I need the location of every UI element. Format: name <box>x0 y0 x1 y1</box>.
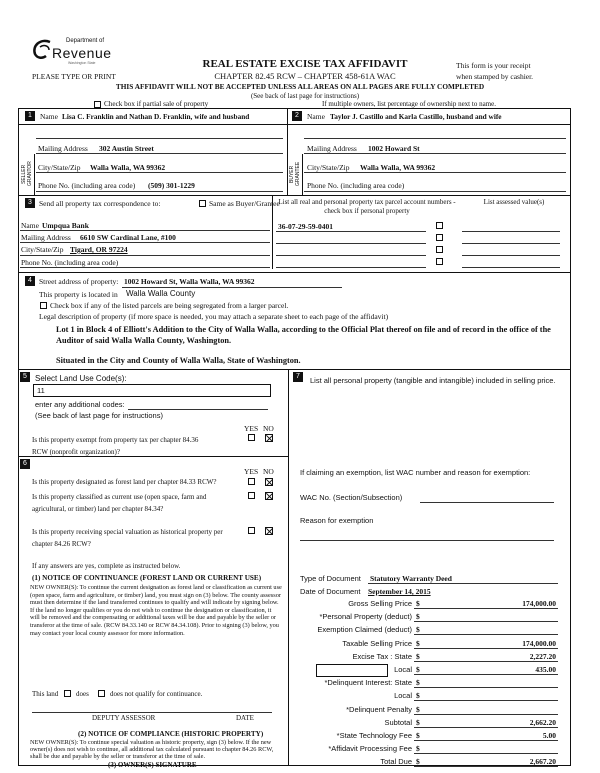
seller-address[interactable]: 302 Austin Street <box>99 144 154 153</box>
segregated-checkbox[interactable] <box>40 302 47 309</box>
tax-row-currency: $ <box>416 744 420 753</box>
parcel-2-personal-checkbox[interactable] <box>436 234 443 241</box>
tax-row-currency: $ <box>416 599 420 608</box>
section-2-badge: 2 <box>292 111 302 121</box>
forest-question: Is this property designated as forest land per chapter 84.33 RCW? <box>32 478 217 486</box>
personal-property-label: List all personal property (tangible and intangible) included in selling price. <box>310 376 556 385</box>
historic-yes-checkbox[interactable] <box>248 527 255 534</box>
corr-phone-label: Phone No. (including area code) <box>21 258 119 267</box>
section-3-badge: 3 <box>25 198 35 208</box>
wac-label: WAC No. (Section/Subsection) <box>300 493 403 502</box>
buyer-side-label: BUYER GRANTEE <box>289 161 301 187</box>
tax-row-line <box>414 608 558 609</box>
tax-row-line <box>414 661 558 662</box>
s6-yes-header: YES <box>244 467 259 476</box>
warning-text: THIS AFFIDAVIT WILL NOT BE ACCEPTED UNLESS ALL AREAS ON ALL PAGES ARE FULLY COMPLETED <box>115 82 485 91</box>
logo-swoosh-icon <box>32 38 54 60</box>
parcel-1-personal-checkbox[interactable] <box>436 222 443 229</box>
tax-row-label: *Delinquent Penalty <box>346 705 412 714</box>
notice2-body: NEW OWNER(S): To continue special valuation as historic property, sign (3) below. If the new owner(s) does not wish to continue, all additional tax calculated pursuant to chapter 84.26 RCW, shall be due and payable by the seller or transferor at the time of sale. <box>30 739 274 761</box>
buyer-address-label: Mailing Address <box>307 144 357 153</box>
seller-city[interactable]: Walla Walla, WA 99362 <box>90 163 166 172</box>
parcel-number-1[interactable]: 36-07-29-59-0401 <box>278 222 333 231</box>
forest-no-checkbox[interactable] <box>265 478 273 486</box>
tax-row-value[interactable]: 435.00 <box>535 665 556 674</box>
seller-name[interactable]: Lisa C. Franklin and Nathan D. Franklin, wife and husband <box>62 112 250 121</box>
s6-no-header: NO <box>263 467 274 476</box>
does-checkbox[interactable] <box>64 690 71 697</box>
land-use-code-field[interactable] <box>33 384 271 397</box>
tax-row-currency: $ <box>416 665 420 674</box>
tax-row-value[interactable]: 2,227.20 <box>529 652 556 661</box>
corr-city-label: City/State/Zip <box>21 245 64 254</box>
tax-row-label: *Affidavit Processing Fee <box>328 744 412 753</box>
tax-row-currency: $ <box>416 612 420 621</box>
legal-description[interactable]: Lot 1 in Block 4 of Elliott's Addition to the City of Walla Walla, according to the Official Plat thereof on file and of record in the office of the Auditor of said Walla Walla County, Washington. <box>56 325 551 345</box>
owner-signature-label: (3) OWNER(S) SIGNATURE <box>108 761 197 769</box>
section-4-badge: 4 <box>25 276 35 286</box>
reason-label: Reason for exemption <box>300 516 374 525</box>
correspondence-label: Send all property tax correspondence to: <box>39 199 161 208</box>
logo-small-text: Department of <box>66 38 105 44</box>
parcel-4-personal-checkbox[interactable] <box>436 258 443 265</box>
partial-sale-label: Check box if partial sale of property <box>104 100 209 108</box>
form-chapter: CHAPTER 82.45 RCW – CHAPTER 458-61A WAC <box>214 71 396 81</box>
section-1-badge: 1 <box>25 111 35 121</box>
receipt-note-2: when stamped by cashier. <box>456 72 534 81</box>
land-use-code: 11 <box>37 386 45 395</box>
if-yes-note: If any answers are yes, complete as instructed below. <box>32 562 181 570</box>
deputy-assessor-label: DEPUTY ASSESSOR <box>92 714 156 722</box>
tax-row-line <box>414 621 558 622</box>
exempt-question: Is this property exempt from property tax per chapter 84.36 RCW (nonprofit organization)? <box>32 436 199 456</box>
notice1-body: NEW OWNER(S): To continue the current designation as forest land or classification as current use (open space, farm and agriculture, or timber) land, you must sign on (3) below. The county assessor must then determine if the land transferred continues to qualify and will indicate by signing below. If the land no longer qualifies or you do not wish to continue the designation or classification, it will be removed and the compensating or additional taxes will be due and payable by the seller or transferor at the time of sale. (RCW 84.33.140 or RCW 84.34.108). Prior to signing (3) below, you may contact your local county assessor for more information. <box>30 584 282 637</box>
tax-row-currency: $ <box>416 705 420 714</box>
tax-row-currency: $ <box>416 652 420 661</box>
additional-codes-label: enter any additional codes: <box>35 400 125 409</box>
exemption-claim-label: If claiming an exemption, list WAC number and reason for exemption: <box>300 468 531 477</box>
historic-no-checkbox[interactable] <box>265 527 273 535</box>
section-5-badge: 5 <box>20 372 30 382</box>
tax-row-label: Excise Tax : State <box>352 652 412 661</box>
tax-row-label: Subtotal <box>384 718 412 727</box>
tax-row-label: Total Due <box>380 757 412 766</box>
street-address[interactable]: 1002 Howard St, Walla Walla, WA 99362 <box>124 277 255 286</box>
assessor-date-label: DATE <box>236 714 254 722</box>
corr-address-label: Mailing Address <box>21 233 71 242</box>
buyer-address[interactable]: 1002 Howard St <box>368 144 420 153</box>
same-as-buyer-checkbox[interactable] <box>199 200 206 207</box>
tax-row-currency: $ <box>416 731 420 740</box>
assessed-header: List assessed value(s) <box>483 198 545 206</box>
tax-row-line <box>414 753 558 754</box>
tax-row-line <box>414 700 558 701</box>
tax-row-label: *State Technology Fee <box>336 731 412 740</box>
exempt-no-checkbox[interactable] <box>265 434 273 442</box>
tax-row-value[interactable]: 2,662.20 <box>529 718 556 727</box>
seller-side-label: SELLER GRANTOR <box>21 161 33 187</box>
tax-row-value[interactable]: 2,667.20 <box>529 757 556 766</box>
notice1-title: (1) NOTICE OF CONTINUANCE (FOREST LAND OR CURRENT USE) <box>32 574 262 582</box>
buyer-name-label: Name <box>307 112 325 121</box>
tax-row-line <box>414 687 558 688</box>
same-as-buyer-label: Same as Buyer/Grantee <box>209 199 280 208</box>
receipt-note-1: This form is your receipt <box>456 61 531 70</box>
street-label: Street address of property: <box>39 277 119 286</box>
forest-yes-checkbox[interactable] <box>248 478 255 485</box>
tax-row-value[interactable]: 5.00 <box>542 731 556 740</box>
current-use-no-checkbox[interactable] <box>265 492 273 500</box>
seller-city-label: City/State/Zip <box>38 163 81 172</box>
segregated-label: Check box if any of the listed parcels are being segregated from a larger parcel. <box>50 301 289 310</box>
corr-city[interactable]: Tigard, OR 97224 <box>70 245 128 254</box>
land-use-see-back: (See back of last page for instructions) <box>35 411 163 420</box>
notice2-title: (2) NOTICE OF COMPLIANCE (HISTORIC PROPERTY) <box>78 730 264 738</box>
form-title: REAL ESTATE EXCISE TAX AFFIDAVIT <box>202 58 408 70</box>
buyer-phone-label: Phone No. (including area code) <box>307 181 405 190</box>
s5-no-header: NO <box>263 424 274 433</box>
print-note: PLEASE TYPE OR PRINT <box>32 72 116 81</box>
tax-row-line <box>414 634 558 635</box>
tax-row-label: Exemption Claimed (deduct) <box>317 625 412 634</box>
historic-question: Is this property receiving special valuation as historical property per chapter 84.26 RCW? <box>32 528 223 548</box>
seller-address-label: Mailing Address <box>38 144 88 153</box>
tax-row-currency: $ <box>416 639 420 648</box>
tax-row-line <box>414 766 558 767</box>
logo-big-text: Revenue <box>52 45 112 61</box>
doc-date[interactable]: September 14, 2015 <box>368 587 431 596</box>
section-7-badge: 7 <box>293 372 303 382</box>
tax-row-label: Taxable Selling Price <box>342 639 412 648</box>
doc-type[interactable]: Statutory Warranty Deed <box>370 574 452 583</box>
tax-row-label: Local <box>394 691 412 700</box>
exempt-yes-checkbox[interactable] <box>248 434 255 441</box>
tax-row-line <box>414 674 558 675</box>
tax-row-currency: $ <box>416 718 420 727</box>
tax-row-label: Local <box>394 665 412 674</box>
tax-row-line <box>414 648 558 649</box>
land-use-label: Select Land Use Code(s): <box>35 374 127 383</box>
seller-phone[interactable]: (509) 301-1229 <box>148 181 195 190</box>
doc-type-label: Type of Document <box>300 574 361 583</box>
this-land-label: This land <box>32 690 59 698</box>
tax-row-line <box>414 740 558 741</box>
tax-row-line <box>414 727 558 728</box>
does-label: does <box>76 690 89 698</box>
does-not-label: does not qualify for continuance. <box>110 690 203 698</box>
legal-label: Legal description of property (if more space is needed, you may attach a separate sheet to each page of the affidavit) <box>39 312 389 321</box>
tax-row-value[interactable]: 174,000.00 <box>522 639 556 648</box>
tax-row-currency: $ <box>416 625 420 634</box>
revenue-logo <box>32 36 112 70</box>
tax-row-currency: $ <box>416 678 420 687</box>
buyer-name[interactable]: Taylor J. Castillo and Karla Castillo, husband and wife <box>330 112 502 121</box>
county-value[interactable]: Walla Walla County <box>126 289 196 298</box>
logo-sub-text: Washington State <box>68 61 96 65</box>
buyer-city[interactable]: Walla Walla, WA 99362 <box>360 163 436 172</box>
does-not-checkbox[interactable] <box>98 690 105 697</box>
tax-row-value[interactable]: 174,000.00 <box>522 599 556 608</box>
seller-name-label: Name <box>40 112 58 121</box>
see-back-text: (See back of last page for instructions) <box>250 92 360 100</box>
tax-row-currency: $ <box>416 757 420 766</box>
tax-row-label: *Delinquent Interest: State <box>324 678 412 687</box>
s5-yes-header: YES <box>244 424 259 433</box>
tax-row-line <box>414 714 558 715</box>
tax-row-label: *Personal Property (deduct) <box>319 612 412 621</box>
buyer-city-label: City/State/Zip <box>307 163 350 172</box>
parcel-3-personal-checkbox[interactable] <box>436 246 443 253</box>
corr-name-label: Name <box>21 221 39 230</box>
current-use-question: Is this property classified as current use (open space, farm and agricultural, or timber) land per chapter 84.34? <box>32 493 207 513</box>
corr-address[interactable]: 6610 SW Cardinal Lane, #100 <box>80 233 176 242</box>
current-use-yes-checkbox[interactable] <box>248 492 255 499</box>
tax-row-currency: $ <box>416 691 420 700</box>
doc-date-label: Date of Document <box>300 587 361 596</box>
corr-name[interactable]: Umpqua Bank <box>42 221 89 230</box>
tax-row-label: Gross Selling Price <box>348 599 412 608</box>
partial-sale-checkbox[interactable] <box>94 101 101 108</box>
located-label: This property is located in <box>39 290 118 299</box>
seller-phone-label: Phone No. (including area code) <box>38 181 136 190</box>
section-6-badge: 6 <box>20 459 30 469</box>
parcel-header: List all real and personal property tax parcel account numbers - check box if personal property <box>278 198 456 215</box>
multiple-owners-label: If multiple owners, list percentage of ownership next to name. <box>322 100 496 108</box>
legal-situated[interactable]: Situated in the City and County of Walla Walla, State of Washington. <box>56 356 301 365</box>
